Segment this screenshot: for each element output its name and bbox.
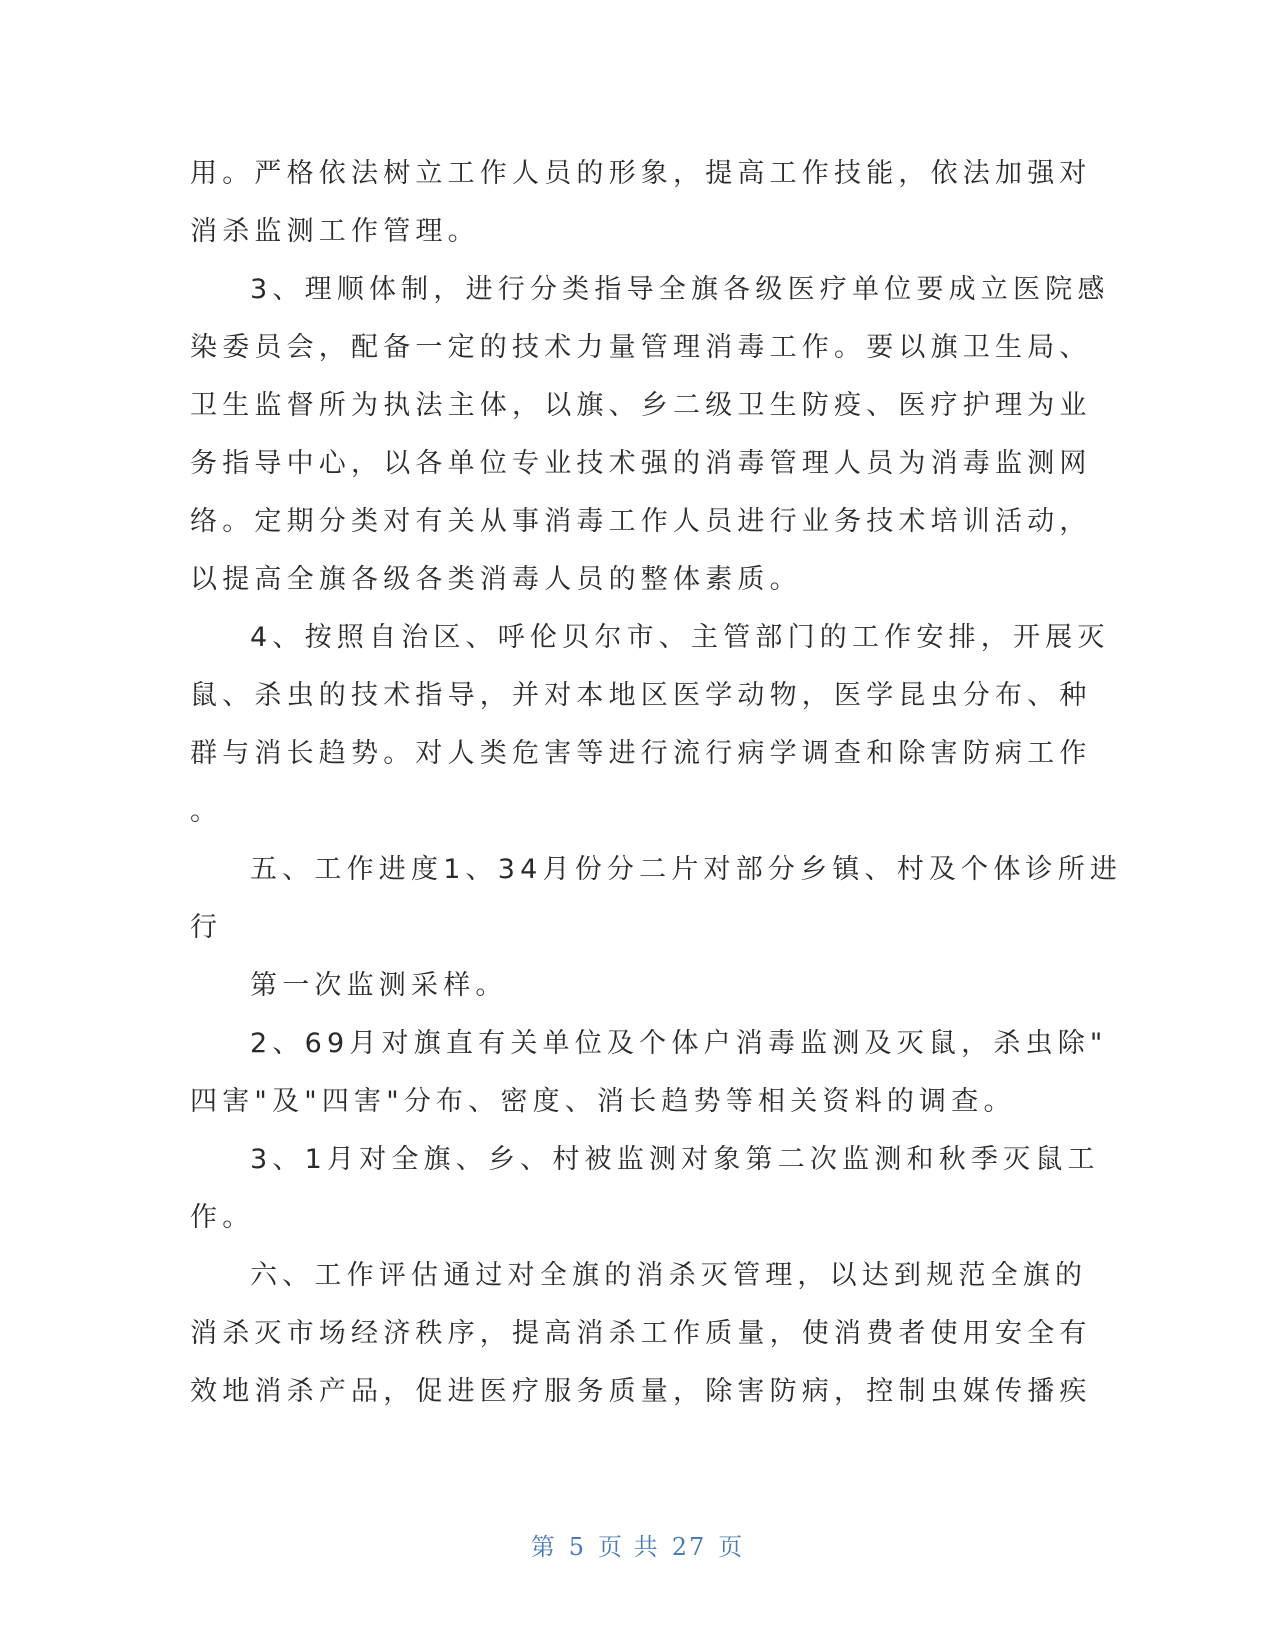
text-line-17: 四害"及"四害"分布、密度、消长趋势等相关资料的调查。: [190, 1086, 1016, 1117]
text-line-9: 4、按照自治区、呼伦贝尔市、主管部门的工作安排，开展灭: [250, 622, 1110, 653]
text-line-21: 消杀灭市场经济秩序，提高消杀工作质量，使消费者使用安全有: [190, 1318, 1092, 1349]
text-line-3: 3、理顺体制，进行分类指导全旗各级医疗单位要成立医院感: [250, 274, 1110, 305]
text-line-11: 群与消长趋势。对人类危害等进行流行病学调查和除害防病工作: [190, 738, 1092, 769]
text-line-16: 2、69月对旗直有关单位及个体户消毒监测及灭鼠，杀虫除": [250, 1028, 1108, 1059]
text-line-8: 以提高全旗各级各类消毒人员的整体素质。: [190, 564, 802, 595]
text-line-1: 用。严格依法树立工作人员的形象，提高工作技能，依法加强对: [190, 158, 1092, 189]
text-line-13: 五、工作进度1、34月份分二片对部分乡镇、村及个体诊所进: [250, 854, 1123, 885]
text-line-10: 鼠、杀虫的技术指导，并对本地区医学动物，医学昆虫分布、种: [190, 680, 1092, 711]
text-line-20: 六、工作评估通过对全旗的消杀灭管理，以达到规范全旗的: [250, 1260, 1088, 1291]
footer-middle: 页 共: [598, 1533, 660, 1561]
text-line-4: 染委员会，配备一定的技术力量管理消毒工作。要以旗卫生局、: [190, 332, 1092, 363]
text-line-12: 。: [190, 796, 223, 827]
page-footer: [0, 1527, 1275, 1562]
footer-total-pages: 27: [671, 1533, 707, 1561]
text-line-5: 卫生监督所为执法主体，以旗、乡二级卫生防疫、医疗护理为业: [190, 390, 1092, 421]
text-line-7: 络。定期分类对有关从事消毒工作人员进行业务技术培训活动，: [190, 506, 1092, 537]
text-line-19: 作。: [190, 1202, 255, 1233]
footer-current-page: 5: [568, 1533, 587, 1561]
text-line-14: 行: [190, 912, 223, 943]
text-line-22: 效地消杀产品，促进医疗服务质量，除害防病，控制虫媒传播疾: [190, 1376, 1092, 1407]
text-line-6: 务指导中心，以各单位专业技术强的消毒管理人员为消毒监测网: [190, 448, 1092, 479]
text-line-15: 第一次监测采样。: [250, 970, 508, 1001]
text-line-2: 消杀监测工作管理。: [190, 216, 480, 247]
text-line-18: 3、1月对全旗、乡、村被监测对象第二次监测和秋季灭鼠工: [250, 1144, 1100, 1175]
footer-prefix: 第: [530, 1533, 557, 1561]
footer-suffix: 页: [718, 1533, 745, 1561]
